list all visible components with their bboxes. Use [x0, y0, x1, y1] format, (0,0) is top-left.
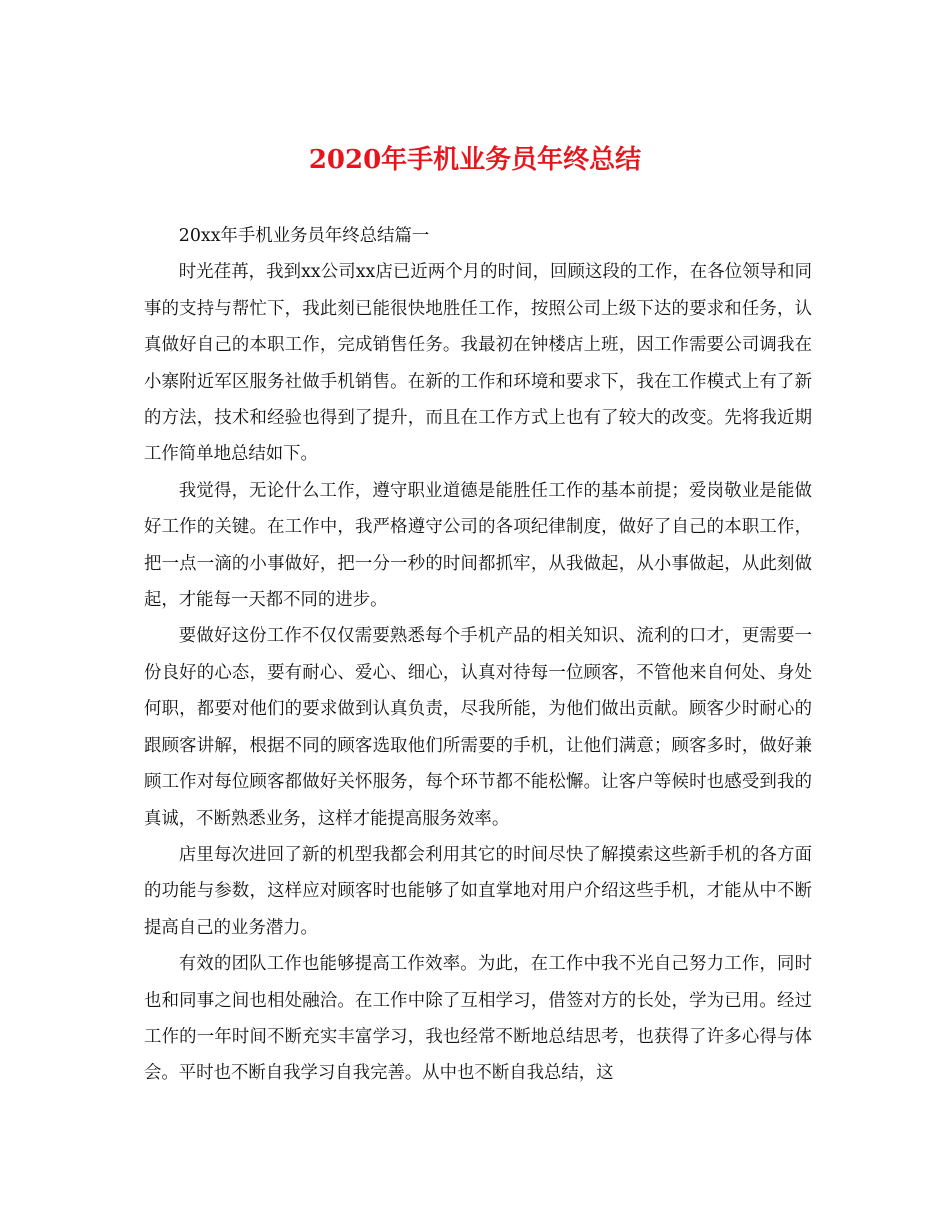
- document-body: [144, 218, 812, 1092]
- paragraph-1: 时光荏苒，我到xx公司xx店已近两个月的时间，回顾这段的工作，在各位领导和同事的支持与帮忙下，我此刻已能很快地胜任工作，按照公司上级下达的要求和任务，认真做好自己的本职工作，完成销售任务。我最初在钟楼店上班，因工作需要公司调我在小寨附近军区服务社做手机销售。在新的工作和环境和要求下，我在工作模式上有了新的方法，技术和经验也得到了提升，而且在工作方式上也有了较大的改变。先将我近期工作简单地总结如下。: [144, 262, 812, 465]
- paragraph-5: 有效的团队工作也能够提高工作效率。为此，在工作中我不光自己努力工作，同时也和同事之间也相处融洽。在工作中除了互相学习，借签对方的长处，学为已用。经过工作的一年时间不断充实丰富学习，我也经常不断地总结思考，也获得了许多心得与体会。平时也不断自我学习自我完善。从中也不断自我总结，这: [144, 954, 812, 1084]
- paragraph-3: 要做好这份工作不仅仅需要熟悉每个手机产品的相关知识、流利的口才，更需要一份良好的心态，要有耐心、爱心、细心，认真对待每一位顾客，不管他来自何处、身处何职，都要对他们的要求做到认真负责，尽我所能，为他们做出贡献。顾客少时耐心的跟顾客讲解，根据不同的顾客选取他们所需要的手机，让他们满意；顾客多时，做好兼顾工作对每位顾客都做好关怀服务，每个环节都不能松懈。让客户等候时也感受到我的真诚，不断熟悉业务，这样才能提高服务效率。: [144, 626, 812, 829]
- paragraph-4: 店里每次进回了新的机型我都会利用其它的时间尽快了解摸索这些新手机的各方面的功能与参数，这样应对顾客时也能够了如直掌地对用户介绍这些手机，才能从中不断提高自己的业务潜力。: [144, 844, 812, 938]
- paragraph-2: 我觉得，无论什么工作，遵守职业道德是能胜任工作的基本前提；爱岗敬业是能做好工作的关键。在工作中，我严格遵守公司的各项纪律制度，做好了自己的本职工作，把一点一滴的小事做好，把一分一秒的时间都抓牢，从我做起，从小事做起，从此刻做起，才能每一天都不同的进步。: [144, 480, 812, 611]
- document-title: 2020年手机业务员年终总结: [308, 145, 642, 175]
- section-heading: 20xx年手机业务员年终总结篇一: [178, 226, 430, 246]
